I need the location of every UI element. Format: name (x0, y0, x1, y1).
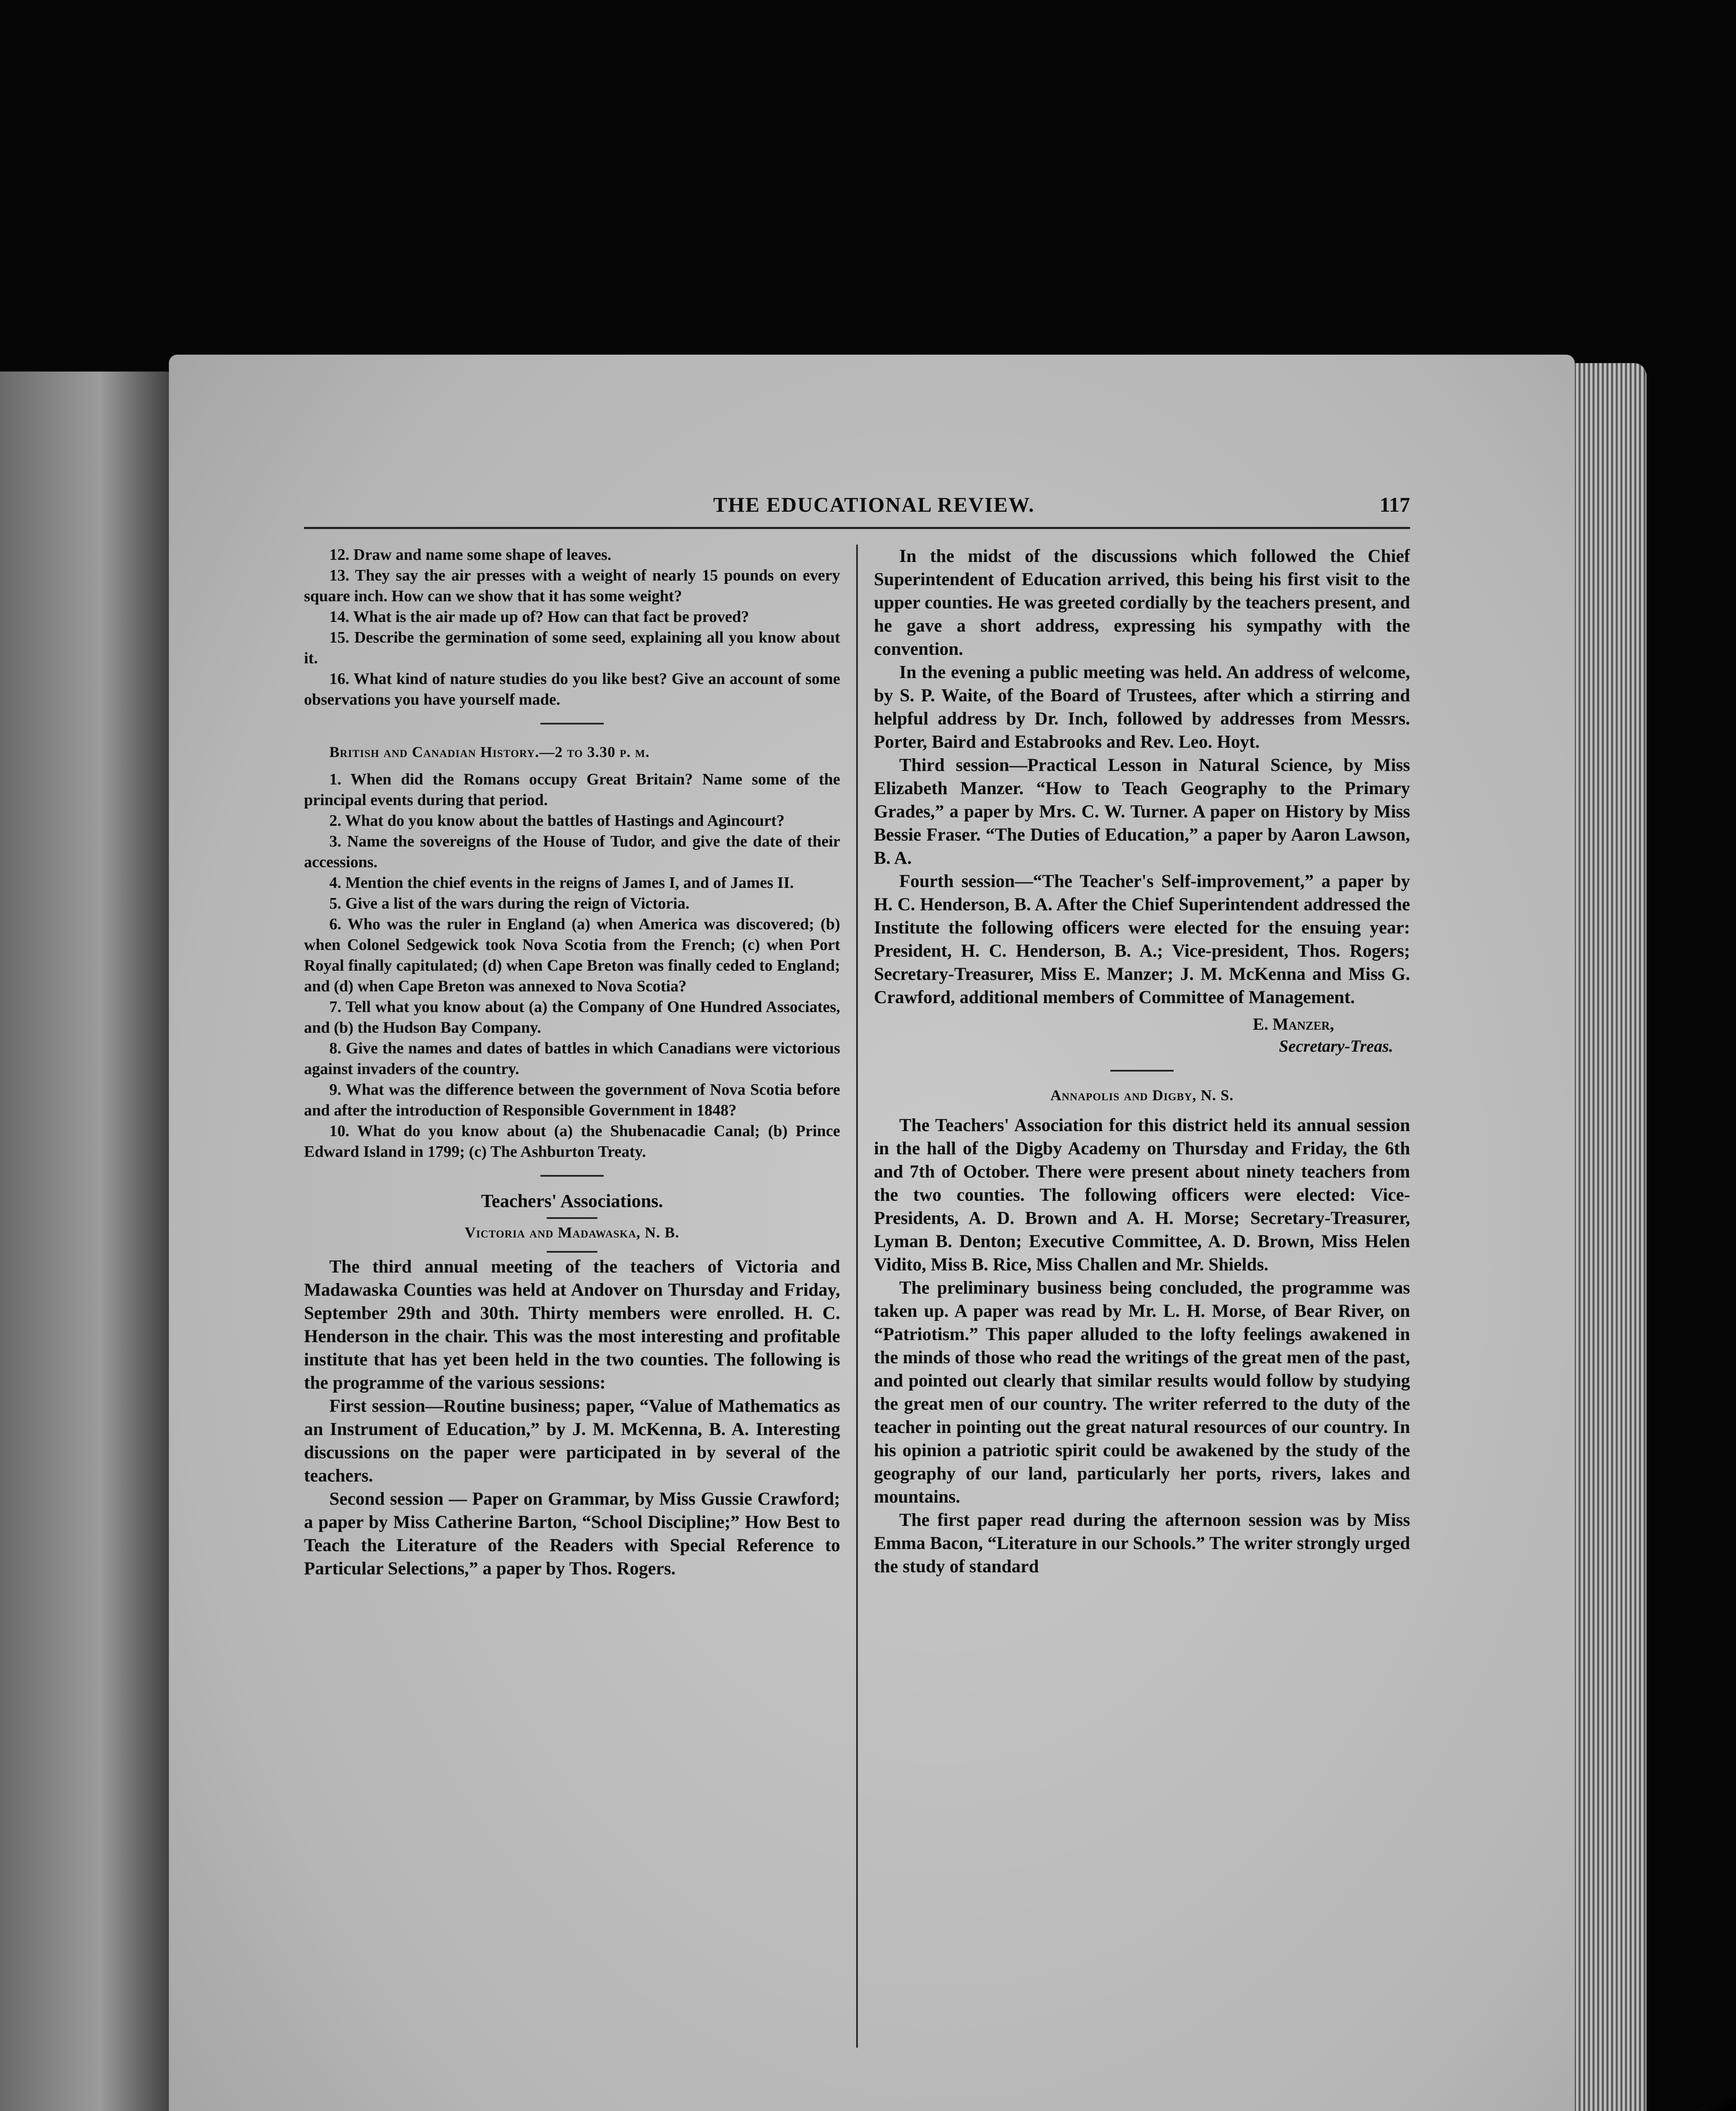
signature-title: Secretary-Treas. (1279, 1037, 1393, 1056)
page-edges (1562, 363, 1646, 2111)
running-title: THE EDUCATIONAL REVIEW. (713, 493, 1035, 516)
section-rule (540, 1175, 604, 1177)
article-paragraph: The first paper read during the afternoon session was by Miss Emma Bacon, “Literature in our Schools.” The writer strongly urged the study of standard (874, 1510, 1410, 1576)
article-paragraph: The third annual meeting of the teachers of Victoria and Madawaska Counties was held at Andover on Thursday and Friday, September 29th and 30th. Thirty members were enrolled. H. C. Henderson in the chair. This was the most interesting and profitable institute that has yet been held in the two counties. The following is the programme of the various sessions: (304, 1257, 840, 1393)
article-paragraph: First session—Routine business; paper, “Value of Mathematics as an Instrument of Education,” by J. M. McKenna, B. A. Interesting discussions on the paper were participated in by several of the teachers. (304, 1396, 840, 1486)
question-item: 10. What do you know about (a) the Shubenacadie Canal; (b) Prince Edward Island in 1799; (c) The Ashburton Treaty. (304, 1122, 840, 1161)
question-item: 14. What is the air made up of? How can that fact be proved? (329, 608, 749, 626)
heading-rule (547, 1251, 597, 1253)
article-paragraph: In the evening a public meeting was held. An address of welcome, by S. P. Waite, of the Board of Trustees, after which a stirring and helpful address by Dr. Inch, followed by addresses from Messrs. Porter, Baird and Estabrooks and Rev. Leo. Hoyt. (874, 662, 1410, 752)
question-item: 3. Name the sovereigns of the House of Tudor, and give the date of their accessions. (304, 833, 840, 871)
question-item: 16. What kind of nature studies do you like best? Give an account of some observations you have yourself made. (304, 670, 840, 708)
victoria-heading: Victoria and Madawaska, N. B. (464, 1224, 680, 1241)
history-heading: British and Canadian History.—2 to 3.30 p. m. (329, 743, 650, 760)
right-column (874, 545, 1410, 2048)
annapolis-heading: Annapolis and Digby, N. S. (1050, 1087, 1234, 1104)
question-item: 7. Tell what you know about (a) the Company of One Hundred Associates, and (b) the Hudson Bay Company. (304, 998, 840, 1037)
page-number: 117 (1379, 493, 1410, 516)
question-item: 5. Give a list of the wars during the reign of Victoria. (329, 895, 690, 912)
heading-rule (547, 1217, 597, 1219)
associations-heading: Teachers' Associations. (481, 1191, 663, 1211)
header-rule (304, 527, 1410, 529)
question-item: 15. Describe the germination of some seed, explaining all you know about it. (304, 629, 840, 667)
question-item: 12. Draw and name some shape of leaves. (329, 546, 612, 564)
article-paragraph: Third session—Practical Lesson in Natural Science, by Miss Elizabeth Manzer. “How to Teach Geography to the Primary Grades,” a paper by Mrs. C. W. Turner. A paper on History by Miss Bessie Fraser. “The Duties of Education,” a paper by Aaron Lawson, B. A. (874, 755, 1410, 868)
question-item: 2. What do you know about the battles of Hastings and Agincourt? (329, 812, 785, 830)
signature-name: E. Manzer, (1253, 1015, 1334, 1034)
article-paragraph: Fourth session—“The Teacher's Self-improvement,” a paper by H. C. Henderson, B. A. After the Chief Superintendent addressed the Institute the following officers were elected for the ensuing year: President, H. C. Henderson, B. A.; Vice-president, Thos. Rogers; Secretary-Treasurer, Miss E. Manzer; J. M. McKenna and Miss G. Crawford, additional members of Committee of Management. (874, 871, 1410, 1007)
question-item: 13. They say the air presses with a weight of nearly 15 pounds on every square inch. How can we show that it has some weight? (304, 567, 840, 605)
question-item: 9. What was the difference between the government of Nova Scotia before and after the introduction of Responsible Government in 1848? (304, 1081, 840, 1119)
article-paragraph: The Teachers' Association for this district held its annual session in the hall of the Digby Academy on Thursday and Friday, the 6th and 7th of October. There were present about ninety teachers from the two counties. The following officers were elected: Vice-Presidents, A. D. Brown and A. H. Morse; Secretary-Treasurer, Lyman B. Denton; Executive Committee, A. D. Brown, Miss Helen Vidito, Miss B. Rice, Miss Challen and Mr. Shields. (874, 1115, 1410, 1275)
question-item: 1. When did the Romans occupy Great Britain? Name some of the principal events during that period. (304, 771, 840, 809)
article-paragraph: Second session — Paper on Grammar, by Miss Gussie Crawford; a paper by Miss Catherine Barton, “School Discipline;” How Best to Teach the Literature of the Readers with Special Reference to Particular Selections,” a paper by Thos. Rogers. (304, 1489, 840, 1579)
page-header (304, 490, 1410, 519)
article-paragraph: The preliminary business being concluded, the programme was taken up. A paper was read by Mr. L. H. Morse, of Bear River, on “Patriotism.” This paper alluded to the lofty feelings awakened in the minds of those who read the writings of the great men of the past, and pointed out clearly that similar results would follow by studying the great men of our country. The writer referred to the duty of the teacher in pointing out the great natural resources of our country. In his opinion a patriotic spirit could be awakened by the study of the geography of our land, particularly her ports, rivers, lakes and mountains. (874, 1278, 1410, 1507)
article-paragraph: In the midst of the discussions which followed the Chief Superintendent of Education arrived, this being his first visit to the upper counties. He was greeted cordially by the teachers present, and he gave a short address, expressing his sympathy with the convention. (874, 546, 1410, 659)
section-rule (1110, 1070, 1174, 1072)
question-item: 4. Mention the chief events in the reigns of James I, and of James II. (329, 874, 794, 892)
question-item: 6. Who was the ruler in England (a) when America was discovered; (b) when Colonel Sedgewick took Nova Scotia from the French; (c) when Port Royal finally capitulated; (d) when Cape Breton was finally ceded to England; and (d) when Cape Breton was annexed to Nova Scotia? (304, 915, 840, 995)
column-divider (856, 545, 858, 2048)
facing-page (0, 372, 182, 2111)
left-column (304, 545, 840, 2048)
section-rule (540, 723, 604, 724)
question-item: 8. Give the names and dates of battles in which Canadians were victorious against invaders of the country. (304, 1039, 840, 1078)
